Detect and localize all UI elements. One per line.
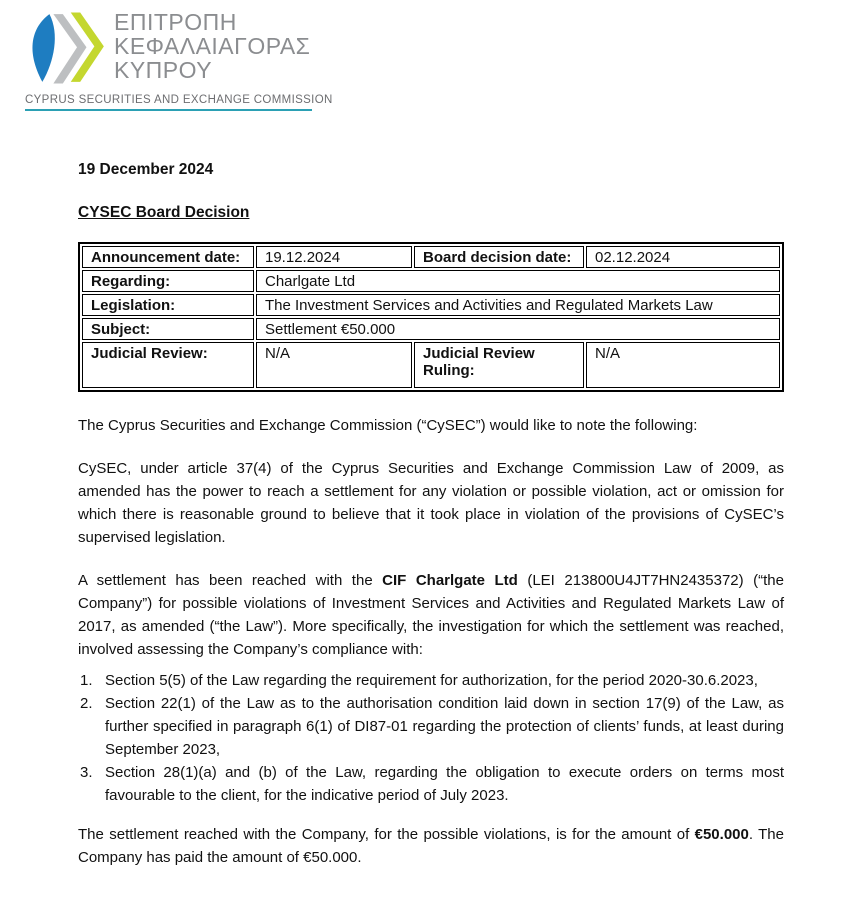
announcement-date-label: Announcement date:	[82, 246, 254, 268]
logo-green-chevron	[71, 13, 104, 82]
paragraph-settlement-reached	[78, 569, 784, 661]
list-item-section-22-1: Section 22(1) of the Law as to the authorisation condition laid down in section 17(9) of the Law, as further specified in paragraph 6(1) of DI87-01 regarding the protection of clients’ funds, at least during September 2023,	[105, 695, 784, 758]
document-title: CYSEC Board Decision	[78, 204, 250, 221]
logo-row	[25, 8, 325, 88]
logo-greek-text	[114, 10, 310, 82]
document-date: 19 December 2024	[78, 161, 214, 178]
company-name-bold: CIF Charlgate Ltd	[382, 572, 518, 589]
regarding-label: Regarding:	[82, 270, 254, 292]
violations-list	[78, 669, 784, 807]
board-decision-date-label: Board decision date:	[414, 246, 584, 268]
logo-teal-rule	[25, 109, 312, 111]
settlement-text-pre: A settlement has been reached with the	[78, 572, 383, 589]
paragraph-settlement-power: CySEC, under article 37(4) of the Cyprus Securities and Exchange Commission Law of 2009, as amended has the power to reach a settlement for any violation or possible violation, act or omission for which there is reasonable ground to believe that it took place in violation of the provisions of CySEC’s supervised legislation.	[78, 460, 784, 546]
regarding-value: Charlgate Ltd	[256, 270, 780, 292]
cysec-logo	[25, 8, 333, 111]
judicial-ruling-label: Judicial Review Ruling:	[414, 342, 584, 388]
amount-text-post: . The Company has paid the amount of €50.000.	[78, 826, 784, 866]
judicial-review-value: N/A	[256, 342, 412, 388]
legislation-value: The Investment Services and Activities and Regulated Markets Law	[256, 294, 780, 316]
amount-text-pre: The settlement reached with the Company, for the possible violations, is for the amount of	[78, 826, 695, 843]
logo-greek-line-1: ΕΠΙΤΡΟΠΗ	[114, 9, 237, 35]
settlement-text-post: (LEI 213800U4JT7HN2435372) (“the Company”) for possible violations of Investment Services and Activities and Regulated Markets Law of 2017, as amended (“the Law”). More specifically, the investigation for which the settlement was reached, involved assessing the Company’s compliance with:	[78, 572, 784, 658]
logo-english-caption: CYPRUS SECURITIES AND EXCHANGE COMMISSION	[25, 94, 333, 106]
announcement-date-value: 19.12.2024	[256, 246, 412, 268]
logo-greek-line-3: ΚΥΠΡΟΥ	[114, 57, 213, 83]
list-item-section-28-1: Section 28(1)(a) and (b) of the Law, regarding the obligation to execute orders on terms most favourable to the client, for the indicative period of July 2023.	[105, 764, 784, 804]
table-row-dates	[82, 246, 780, 268]
table-row-judicial-review	[82, 342, 780, 388]
subject-value: Settlement €50.000	[256, 318, 780, 340]
logo-blue-sail	[32, 14, 54, 82]
logo-greek-line-2: ΚΕΦΑΛΑΙΑΓΟΡΑΣ	[114, 33, 311, 59]
cysec-logo-icon	[25, 8, 107, 88]
document-content	[78, 160, 784, 869]
table-row-legislation	[82, 294, 780, 316]
judicial-review-label: Judicial Review:	[82, 342, 254, 388]
paragraph-settlement-amount	[78, 823, 784, 869]
table-row-regarding	[82, 270, 780, 292]
settlement-amount-bold: €50.000	[694, 826, 749, 843]
list-item-section-5-5: Section 5(5) of the Law regarding the requirement for authorization, for the period 2020-30.6.2023,	[105, 672, 758, 689]
legislation-label: Legislation:	[82, 294, 254, 316]
judicial-ruling-value: N/A	[586, 342, 780, 388]
paragraph-intro: The Cyprus Securities and Exchange Commission (“CySEC”) would like to note the following:	[78, 417, 698, 434]
board-decision-date-value: 02.12.2024	[586, 246, 780, 268]
table-row-subject	[82, 318, 780, 340]
decision-summary-table	[78, 242, 784, 392]
subject-label: Subject:	[82, 318, 254, 340]
